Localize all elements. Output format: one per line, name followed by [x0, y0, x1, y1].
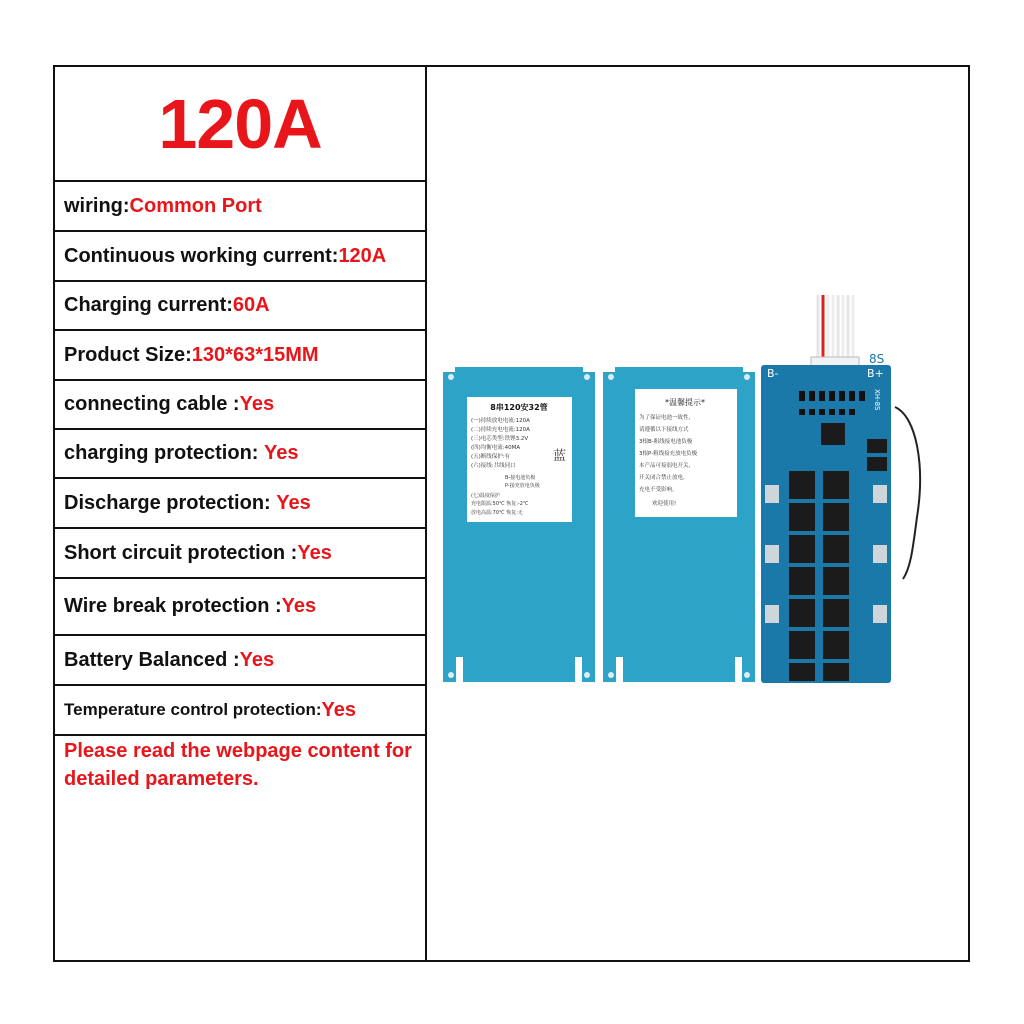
sticker-line: 请遵循以下接线方式: [639, 427, 689, 433]
board-mark: 8S: [869, 352, 885, 366]
spec-value: Yes: [281, 595, 317, 617]
spec-value: Yes: [264, 442, 299, 464]
sticker-line: (七)温度保护: [471, 493, 500, 499]
fuse-component: [867, 439, 887, 453]
spec-row-discharge-protection: [55, 479, 425, 529]
sticker-line: 为了保证电池一致性,: [639, 415, 691, 421]
spec-value: 60A: [232, 294, 270, 316]
board-model: XH-8S: [873, 389, 881, 411]
spec-row-continuous-current: [55, 232, 425, 282]
spec-row-wire-break-protection: [55, 579, 425, 636]
product-photo: [427, 67, 968, 960]
spec-label: Temperature control protection:: [64, 700, 322, 719]
spec-table: [55, 67, 427, 960]
sticker-line: 本产品可接弱电开关,: [639, 463, 691, 469]
spec-row-product-size: [55, 331, 425, 381]
spec-row-battery-balanced: [55, 636, 425, 686]
sticker-line: P-接充放电负极: [505, 483, 540, 489]
sticker-line: (五)断线保护:有: [471, 454, 511, 460]
board-mark: B+: [867, 367, 884, 380]
spec-label: wiring:: [64, 194, 130, 217]
sticker-line: 3根P-粗线接充放电负极: [639, 451, 698, 457]
spec-value: 120A: [338, 244, 387, 267]
spec-row-connecting-cable: [55, 381, 425, 430]
insulator-sheet-left: [443, 367, 595, 682]
sticker-line: B-接电池负极: [505, 475, 536, 481]
sticker-heading: *温馨提示*: [665, 398, 705, 407]
spec-label: Wire break protection :: [64, 595, 282, 617]
spec-label: Product Size:: [64, 343, 192, 366]
sticker-line: 欢迎使用!: [652, 501, 677, 507]
bms-board-illustration: [427, 67, 970, 960]
temperature-sensor-wire: [895, 407, 920, 579]
spec-value: 130*63*15MM: [191, 343, 319, 366]
sticker-line: 充电不受影响。: [639, 487, 678, 493]
balance-wires: [818, 295, 853, 359]
sticker-line: 放电高温:70℃ 恢复:无: [471, 510, 523, 516]
board-mark: B-: [767, 367, 779, 380]
sticker-line: (六)接线:共线同口: [471, 463, 516, 469]
spec-row-short-circuit-protection: [55, 529, 425, 579]
spec-value: Yes: [239, 648, 275, 671]
spec-row-temperature-protection: [55, 686, 425, 736]
sticker-line: (三)电芯类型:铁锂3.2V: [471, 436, 529, 442]
spec-label: charging protection:: [64, 442, 264, 464]
spec-value: Common Port: [129, 194, 262, 217]
spec-sheet: [53, 65, 970, 962]
sticker-line: 充电限温:50℃ 恢复:-2℃: [471, 501, 529, 507]
spec-label: Battery Balanced :: [64, 648, 240, 671]
sticker-line: 3根B-粗线接电池负极: [639, 439, 693, 445]
spec-value: Yes: [276, 491, 311, 514]
spec-value: Yes: [321, 698, 357, 721]
bms-chip: [821, 423, 845, 445]
spec-row-charging-protection: [55, 430, 425, 479]
spec-label: Short circuit protection :: [64, 541, 298, 564]
insulator-sheet-right: [603, 367, 755, 682]
spec-label: Charging current:: [64, 294, 233, 316]
bms-pcb: [761, 295, 920, 683]
sticker-heading: 8串120安32管: [490, 403, 548, 412]
sticker-line: (四)均衡电流:40MA: [471, 445, 521, 451]
detail-note: Please read the webpage content for detailed parameters.: [64, 740, 412, 790]
spec-label: connecting cable :: [64, 393, 240, 415]
sticker-line: 开关闭合禁止放电,: [639, 475, 685, 481]
spec-row-wiring: [55, 182, 425, 232]
spec-value: Yes: [239, 393, 275, 415]
spec-row-charging-current: [55, 282, 425, 331]
sticker-line: (二)持续充电电流:120A: [471, 427, 530, 433]
color-mark: 蓝: [553, 449, 567, 464]
spec-label: Continuous working current:: [64, 244, 339, 267]
spec-label: Discharge protection:: [64, 491, 277, 514]
current-rating-title: 120A: [55, 67, 425, 182]
spec-value: Yes: [297, 541, 332, 564]
sticker-line: (一)持续放电电流:120A: [471, 418, 530, 424]
fuse-component: [867, 457, 887, 471]
